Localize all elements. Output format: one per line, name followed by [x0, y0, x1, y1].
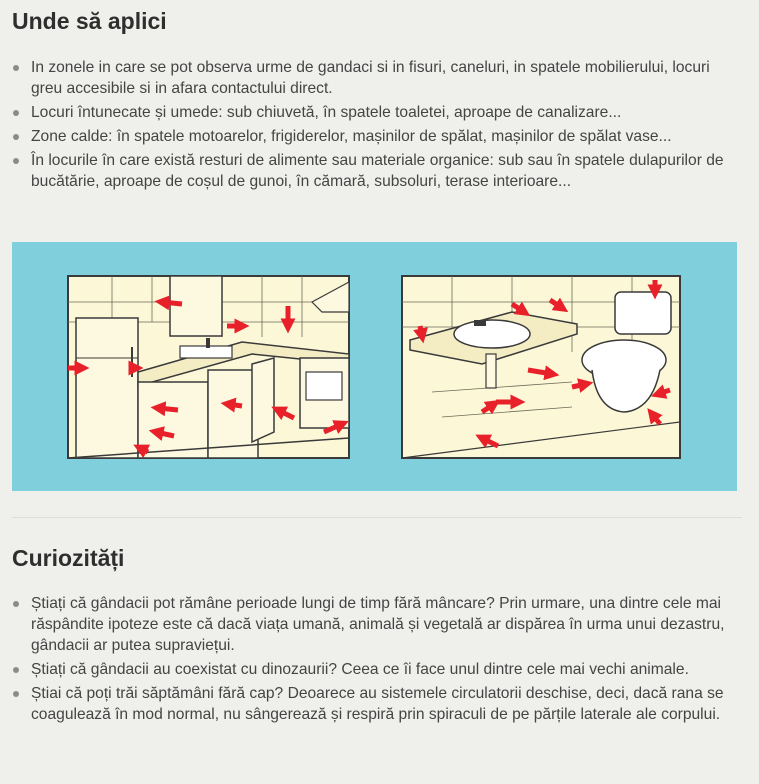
bullet-icon — [13, 601, 19, 607]
list-item-text: Zone calde: în spatele motoarelor, frigiderelor, mașinilor de spălat, mașinilor de spălat vase... — [31, 128, 672, 145]
list-item — [12, 57, 742, 99]
curiosities-list — [12, 593, 742, 728]
list-item-text: Locuri întunecate și umede: sub chiuvetă, în spatele toaletei, aproape de canalizare... — [31, 104, 622, 121]
list-item-text: Știați că gândacii au coexistat cu dinozaurii? Ceea ce îi face unul dintre cele mai vechi animale. — [31, 661, 689, 678]
bullet-icon — [13, 667, 19, 673]
bullet-icon — [13, 691, 19, 697]
bullet-icon — [13, 65, 19, 71]
list-item — [12, 593, 742, 656]
list-item-text: Știai că poți trăi săptămâni fără cap? Deoarece au sistemele circulatorii deschise, deci, dacă rana se coagulează în mod normal, nu sângerează și respiră prin spiraculi de pe părțile laterale ale corpului. — [31, 685, 724, 723]
list-item — [12, 659, 742, 680]
section-title-where: Unde să aplici — [12, 8, 167, 34]
bullet-icon — [13, 158, 19, 164]
list-item — [12, 126, 742, 147]
kitchen-panel — [68, 276, 349, 458]
where-list — [12, 57, 742, 195]
bullet-icon — [13, 134, 19, 140]
section-title-curiosities: Curiozități — [12, 545, 125, 571]
list-item-text: Știați că gândacii pot rămâne perioade lungi de timp fără mâncare? Prin urmare, una dintre cele mai răspândite ipoteze este că dacă viața umană, animală și vegetală ar dispărea în urma unui dezastru, gândacii ar putea supraviețui. — [31, 595, 725, 654]
application-areas-illustration — [12, 242, 737, 491]
list-item-text: În locurile în care există resturi de alimente sau materiale organice: sub sau în spatele dulapurilor de bucătărie, aproape de coșul de gunoi, în cămară, subsoluri, terase interioare... — [31, 152, 724, 190]
list-item — [12, 150, 742, 192]
bullet-icon — [13, 110, 19, 116]
list-item — [12, 683, 742, 725]
list-item — [12, 102, 742, 123]
section-divider — [12, 517, 742, 518]
list-item-text: In zonele in care se pot observa urme de gandaci si in fisuri, caneluri, in spatele mobilierului, locuri greu accesibile si in afara contactului direct. — [31, 59, 710, 97]
bathroom-panel — [402, 276, 680, 458]
